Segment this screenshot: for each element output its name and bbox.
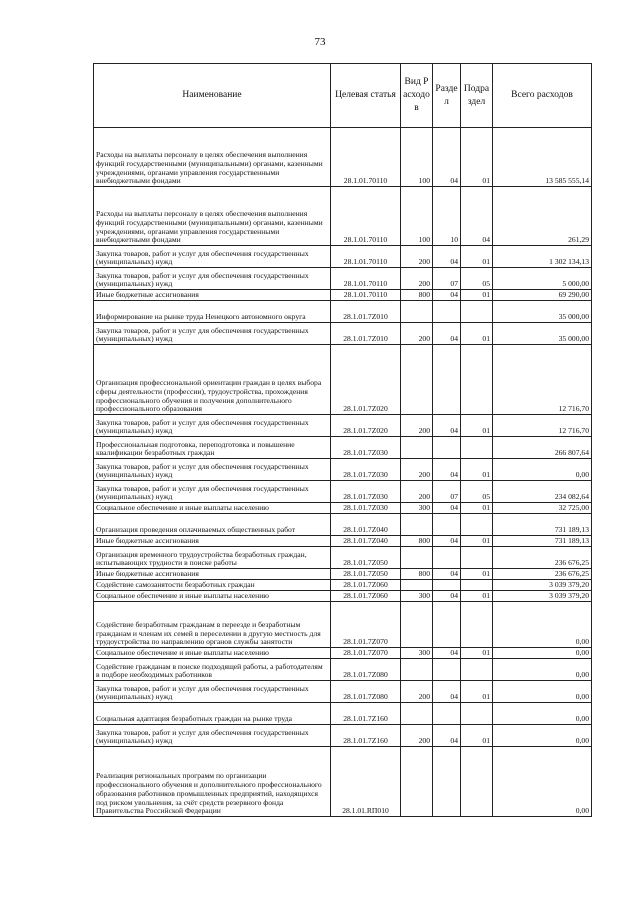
- cell-target: 28.1.01.RП010: [331, 747, 401, 817]
- cell-total: 5 000,00: [493, 268, 592, 290]
- cell-name: Иные бюджетные ассигнования: [94, 536, 331, 547]
- cell-total: 234 082,64: [493, 481, 592, 503]
- cell-vid: 200: [401, 268, 433, 290]
- cell-total: 12 716,70: [493, 345, 592, 415]
- cell-name: Закупка товаров, работ и услуг для обеспечения государственных (муниципальных) нужд: [94, 459, 331, 481]
- cell-razdel: 04: [433, 681, 461, 703]
- cell-target: 28.1.01.7Z020: [331, 415, 401, 437]
- table-row: [94, 437, 592, 459]
- cell-podrazdel: 01: [461, 290, 493, 301]
- cell-razdel: 04: [433, 648, 461, 659]
- cell-razdel: 04: [433, 246, 461, 268]
- cell-total: 0,00: [493, 659, 592, 681]
- cell-name: Закупка товаров, работ и услуг для обеспечения государственных (муниципальных) нужд: [94, 323, 331, 345]
- cell-name: Содействие гражданам в поиске подходящей работы, а работодателям в подборе необходимых работников: [94, 659, 331, 681]
- cell-name: Расходы на выплаты персоналу в целях обеспечения выполнения функций государственными (муниципальными) органами, казенными учреждениями, органами управления государственными внебюджетными фондами: [94, 128, 331, 187]
- cell-target: 28.1.01.7Z060: [331, 580, 401, 591]
- cell-target: 28.1.01.7Z080: [331, 659, 401, 681]
- page-number: 73: [314, 36, 326, 48]
- cell-podrazdel: 05: [461, 268, 493, 290]
- cell-vid: [401, 659, 433, 681]
- cell-podrazdel: 01: [461, 569, 493, 580]
- table-row: [94, 290, 592, 301]
- table-row: [94, 648, 592, 659]
- cell-razdel: 07: [433, 481, 461, 503]
- cell-name: Содействие самозанятости безработных граждан: [94, 580, 331, 591]
- cell-razdel: 07: [433, 268, 461, 290]
- table-row: [94, 323, 592, 345]
- cell-vid: [401, 514, 433, 536]
- cell-total: 13 585 555,14: [493, 128, 592, 187]
- cell-target: 28.1.01.7Z160: [331, 703, 401, 725]
- cell-total: 236 676,25: [493, 569, 592, 580]
- table-row: [94, 580, 592, 591]
- cell-target: 28.1.01.7Z070: [331, 602, 401, 648]
- cell-podrazdel: 01: [461, 648, 493, 659]
- table-row: [94, 514, 592, 536]
- cell-total: 0,00: [493, 725, 592, 747]
- cell-target: 28.1.01.7Z080: [331, 681, 401, 703]
- table-row: [94, 747, 592, 817]
- table-row: [94, 681, 592, 703]
- cell-vid: [401, 437, 433, 459]
- cell-name: Реализация региональных программ по организации профессионального обучения и дополнительного профессионального образования работников промышленных предприятий, находящихся под риском увольнения, за счёт средств резервного фонда Правительства Российской Федерации: [94, 747, 331, 817]
- cell-podrazdel: 01: [461, 591, 493, 602]
- cell-total: 731 189,13: [493, 514, 592, 536]
- cell-vid: 800: [401, 569, 433, 580]
- cell-target: 28.1.01.70110: [331, 246, 401, 268]
- table-row: [94, 725, 592, 747]
- cell-razdel: [433, 602, 461, 648]
- cell-target: 28.1.01.7Z160: [331, 725, 401, 747]
- cell-podrazdel: 01: [461, 128, 493, 187]
- cell-total: 32 725,00: [493, 503, 592, 514]
- cell-podrazdel: [461, 602, 493, 648]
- cell-total: 0,00: [493, 648, 592, 659]
- table-row: [94, 569, 592, 580]
- cell-razdel: [433, 301, 461, 323]
- cell-name: Иные бюджетные ассигнования: [94, 290, 331, 301]
- cell-target: 28.1.01.7Z060: [331, 591, 401, 602]
- cell-podrazdel: 01: [461, 323, 493, 345]
- cell-name: Закупка товаров, работ и услуг для обеспечения государственных (муниципальных) нужд: [94, 268, 331, 290]
- cell-target: 28.1.01.7Z010: [331, 323, 401, 345]
- cell-total: 35 000,00: [493, 301, 592, 323]
- cell-vid: 300: [401, 591, 433, 602]
- cell-target: 28.1.01.70110: [331, 268, 401, 290]
- cell-total: 0,00: [493, 681, 592, 703]
- cell-vid: 800: [401, 290, 433, 301]
- table-row: [94, 459, 592, 481]
- cell-vid: 100: [401, 187, 433, 246]
- table-row: [94, 268, 592, 290]
- cell-vid: 200: [401, 459, 433, 481]
- cell-name: Организация временного трудоустройства безработных граждан, испытывающих трудности в поиске работы: [94, 547, 331, 569]
- cell-podrazdel: 01: [461, 246, 493, 268]
- header-target: Целевая статья: [331, 64, 401, 128]
- cell-podrazdel: 01: [461, 681, 493, 703]
- table-row: [94, 301, 592, 323]
- cell-razdel: 04: [433, 415, 461, 437]
- cell-vid: [401, 301, 433, 323]
- cell-podrazdel: [461, 747, 493, 817]
- cell-name: Закупка товаров, работ и услуг для обеспечения государственных (муниципальных) нужд: [94, 481, 331, 503]
- cell-target: 28.1.01.7Z030: [331, 437, 401, 459]
- cell-razdel: 04: [433, 591, 461, 602]
- cell-name: Закупка товаров, работ и услуг для обеспечения государственных (муниципальных) нужд: [94, 681, 331, 703]
- cell-podrazdel: [461, 703, 493, 725]
- cell-razdel: 04: [433, 128, 461, 187]
- cell-name: Социальная адаптация безработных граждан на рынке труда: [94, 703, 331, 725]
- cell-razdel: 04: [433, 290, 461, 301]
- cell-target: 28.1.01.7Z020: [331, 345, 401, 415]
- cell-razdel: 04: [433, 503, 461, 514]
- cell-podrazdel: 05: [461, 481, 493, 503]
- cell-razdel: 04: [433, 569, 461, 580]
- cell-total: 0,00: [493, 602, 592, 648]
- cell-name: Организация проведения оплачиваемых общественных работ: [94, 514, 331, 536]
- cell-target: 28.1.01.7Z030: [331, 503, 401, 514]
- cell-razdel: [433, 747, 461, 817]
- cell-vid: 200: [401, 681, 433, 703]
- cell-podrazdel: 01: [461, 725, 493, 747]
- cell-target: 28.1.01.7Z030: [331, 459, 401, 481]
- cell-podrazdel: 01: [461, 536, 493, 547]
- cell-razdel: 10: [433, 187, 461, 246]
- cell-target: 28.1.01.7Z050: [331, 569, 401, 580]
- table-row: [94, 345, 592, 415]
- cell-podrazdel: 01: [461, 503, 493, 514]
- table-row: [94, 703, 592, 725]
- cell-target: 28.1.01.7Z050: [331, 547, 401, 569]
- cell-podrazdel: [461, 659, 493, 681]
- cell-vid: [401, 703, 433, 725]
- cell-razdel: [433, 703, 461, 725]
- table-header-row: [94, 64, 592, 128]
- cell-podrazdel: [461, 514, 493, 536]
- cell-total: 731 189,13: [493, 536, 592, 547]
- table-row: [94, 246, 592, 268]
- cell-name: Информирование на рынке труда Ненецкого автономного округа: [94, 301, 331, 323]
- cell-podrazdel: [461, 345, 493, 415]
- cell-vid: [401, 345, 433, 415]
- cell-target: 28.1.01.70110: [331, 128, 401, 187]
- header-razdel: Раздел: [433, 64, 461, 128]
- cell-target: 28.1.01.7Z070: [331, 648, 401, 659]
- cell-total: 3 039 379,20: [493, 591, 592, 602]
- table-row: [94, 481, 592, 503]
- cell-total: 12 716,70: [493, 415, 592, 437]
- cell-name: Закупка товаров, работ и услуг для обеспечения государственных (муниципальных) нужд: [94, 725, 331, 747]
- cell-podrazdel: 01: [461, 415, 493, 437]
- cell-total: 35 000,00: [493, 323, 592, 345]
- cell-razdel: [433, 580, 461, 591]
- cell-vid: 200: [401, 246, 433, 268]
- cell-total: 266 807,64: [493, 437, 592, 459]
- table-row: [94, 128, 592, 187]
- cell-target: 28.1.01.70110: [331, 187, 401, 246]
- cell-vid: 800: [401, 536, 433, 547]
- table-row: [94, 503, 592, 514]
- cell-total: 0,00: [493, 459, 592, 481]
- cell-target: 28.1.01.7Z040: [331, 514, 401, 536]
- table-row: [94, 547, 592, 569]
- cell-vid: 300: [401, 503, 433, 514]
- cell-vid: [401, 580, 433, 591]
- cell-name: Организация профессиональной ориентации граждан в целях выбора сферы деятельности (профессии), трудоустройства, прохождения профессионального обучения и получения дополнительного профессионального образования: [94, 345, 331, 415]
- cell-target: 28.1.01.70110: [331, 290, 401, 301]
- cell-name: Профессиональная подготовка, переподготовка и повышение квалификации безработных граждан: [94, 437, 331, 459]
- cell-total: 236 676,25: [493, 547, 592, 569]
- cell-podrazdel: 04: [461, 187, 493, 246]
- cell-name: Закупка товаров, работ и услуг для обеспечения государственных (муниципальных) нужд: [94, 415, 331, 437]
- cell-podrazdel: [461, 301, 493, 323]
- cell-razdel: 04: [433, 536, 461, 547]
- cell-total: 0,00: [493, 747, 592, 817]
- cell-target: 28.1.01.7Z010: [331, 301, 401, 323]
- header-total: Всего расходов: [493, 64, 592, 128]
- cell-total: 261,29: [493, 187, 592, 246]
- cell-name: Иные бюджетные ассигнования: [94, 569, 331, 580]
- header-name: Наименование: [94, 64, 331, 128]
- cell-name: Социальное обеспечение и иные выплаты населению: [94, 591, 331, 602]
- cell-target: 28.1.01.7Z040: [331, 536, 401, 547]
- cell-podrazdel: 01: [461, 459, 493, 481]
- table-row: [94, 591, 592, 602]
- cell-vid: 300: [401, 648, 433, 659]
- cell-vid: 200: [401, 323, 433, 345]
- cell-razdel: [433, 514, 461, 536]
- table-row: [94, 602, 592, 648]
- budget-table: [93, 63, 592, 817]
- cell-razdel: [433, 547, 461, 569]
- cell-total: 0,00: [493, 703, 592, 725]
- cell-total: 1 302 134,13: [493, 246, 592, 268]
- cell-vid: 100: [401, 128, 433, 187]
- cell-name: Закупка товаров, работ и услуг для обеспечения государственных (муниципальных) нужд: [94, 246, 331, 268]
- cell-vid: 200: [401, 725, 433, 747]
- cell-total: 69 290,00: [493, 290, 592, 301]
- cell-vid: 200: [401, 415, 433, 437]
- table-row: [94, 659, 592, 681]
- table-row: [94, 415, 592, 437]
- cell-razdel: [433, 437, 461, 459]
- cell-podrazdel: [461, 437, 493, 459]
- cell-total: 3 039 379,20: [493, 580, 592, 591]
- table-row: [94, 187, 592, 246]
- cell-podrazdel: [461, 580, 493, 591]
- header-vid: Вид Расходов: [401, 64, 433, 128]
- cell-vid: 200: [401, 481, 433, 503]
- cell-razdel: [433, 345, 461, 415]
- cell-razdel: 04: [433, 725, 461, 747]
- table-row: [94, 536, 592, 547]
- header-podrazdel: Подраздел: [461, 64, 493, 128]
- cell-razdel: 04: [433, 459, 461, 481]
- cell-target: 28.1.01.7Z030: [331, 481, 401, 503]
- cell-razdel: 04: [433, 323, 461, 345]
- cell-podrazdel: [461, 547, 493, 569]
- cell-vid: [401, 602, 433, 648]
- cell-name: Содействие безработным гражданам в переезде и безработным гражданам и членам их семей в переселении в другую местность для трудоустройства по направлению органов службы занятости: [94, 602, 331, 648]
- cell-name: Расходы на выплаты персоналу в целях обеспечения выполнения функций государственными (муниципальными) органами, казенными учреждениями, органами управления государственными внебюджетными фондами: [94, 187, 331, 246]
- cell-name: Социальное обеспечение и иные выплаты населению: [94, 648, 331, 659]
- cell-vid: [401, 747, 433, 817]
- cell-name: Социальное обеспечение и иные выплаты населению: [94, 503, 331, 514]
- cell-razdel: [433, 659, 461, 681]
- cell-vid: [401, 547, 433, 569]
